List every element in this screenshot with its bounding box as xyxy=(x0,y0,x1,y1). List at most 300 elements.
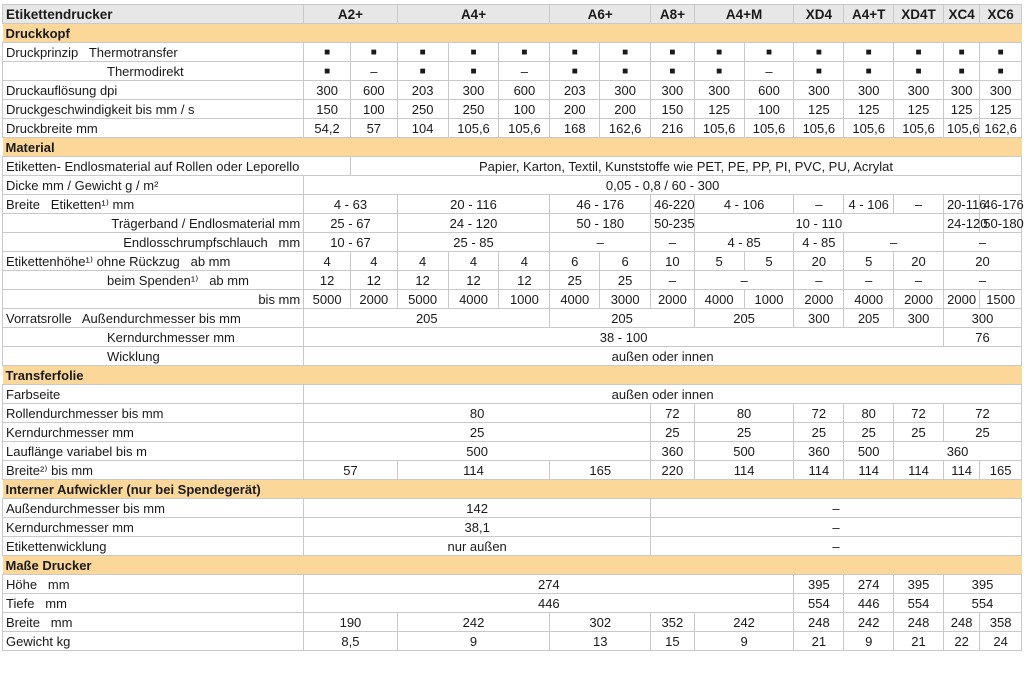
section-header xyxy=(3,480,1022,499)
value-cell: 4000 xyxy=(844,290,894,309)
value-cell: 274 xyxy=(844,575,894,594)
value-cell: 205 xyxy=(550,309,694,328)
value-cell: 100 xyxy=(744,100,794,119)
value-cell: 72 xyxy=(894,404,944,423)
section-header xyxy=(3,556,1022,575)
value-cell: 150 xyxy=(304,100,351,119)
value-cell: 114 xyxy=(397,461,550,480)
value-cell: 25 xyxy=(694,423,794,442)
value-cell: ■ xyxy=(794,62,844,81)
value-cell: 22 xyxy=(943,632,979,651)
value-cell: 4 xyxy=(350,252,397,271)
value-cell: – xyxy=(894,195,944,214)
value-cell: 300 xyxy=(651,81,695,100)
value-cell: 300 xyxy=(694,81,744,100)
row-label: Trägerband / Endlosmaterial mm xyxy=(3,214,304,233)
table-row xyxy=(3,290,1022,309)
row-label: Kerndurchmesser mm xyxy=(3,328,304,347)
value-cell: 203 xyxy=(550,81,600,100)
value-cell: 395 xyxy=(943,575,1021,594)
value-cell: 25 xyxy=(894,423,944,442)
value-cell: 242 xyxy=(397,613,550,632)
value-cell: 21 xyxy=(794,632,844,651)
value-cell: 248 xyxy=(894,613,944,632)
spec-table xyxy=(2,4,1022,651)
value-cell: 165 xyxy=(980,461,1022,480)
table-row xyxy=(3,309,1022,328)
row-label: Breite Etiketten¹⁾ mm xyxy=(3,195,304,214)
value-cell: ■ xyxy=(499,43,550,62)
value-cell: 5000 xyxy=(397,290,448,309)
value-cell: 2000 xyxy=(894,290,944,309)
value-cell: – xyxy=(943,233,1021,252)
value-cell: ■ xyxy=(894,62,944,81)
value-cell: – xyxy=(651,271,695,290)
value-cell: 125 xyxy=(794,100,844,119)
value-cell: 80 xyxy=(844,404,894,423)
value-cell: – xyxy=(651,499,1022,518)
value-cell: ■ xyxy=(550,62,600,81)
value-cell: – xyxy=(744,62,794,81)
value-cell: 300 xyxy=(894,309,944,328)
row-label: Lauflänge variabel bis m xyxy=(3,442,304,461)
value-cell: 190 xyxy=(304,613,397,632)
value-cell: 12 xyxy=(304,271,351,290)
section-header xyxy=(3,24,1022,43)
value-cell: 4 xyxy=(304,252,351,271)
section-title: Transferfolie xyxy=(3,366,1022,385)
value-cell: nur außen xyxy=(304,537,651,556)
value-cell: 4000 xyxy=(550,290,600,309)
value-cell: 360 xyxy=(894,442,1022,461)
table-row xyxy=(3,385,1022,404)
value-cell: ■ xyxy=(844,62,894,81)
value-cell: 100 xyxy=(499,100,550,119)
value-cell: 125 xyxy=(980,100,1022,119)
value-cell: 54,2 xyxy=(304,119,351,138)
value-cell: 50 - 180 xyxy=(550,214,651,233)
value-cell: 125 xyxy=(844,100,894,119)
row-label: Etiketten- Endlosmaterial auf Rollen oder Leporello xyxy=(3,157,351,176)
model-xc6: XC6 xyxy=(980,5,1022,24)
table-row xyxy=(3,328,1022,347)
model-xd4t: XD4T xyxy=(894,5,944,24)
table-row xyxy=(3,62,1022,81)
value-cell: 4 - 106 xyxy=(694,195,794,214)
value-cell: 105,6 xyxy=(744,119,794,138)
value-cell: 125 xyxy=(943,100,979,119)
table-row xyxy=(3,176,1022,195)
table-row xyxy=(3,594,1022,613)
value-cell: 5000 xyxy=(304,290,351,309)
value-cell: 300 xyxy=(794,309,844,328)
value-cell: 162,6 xyxy=(600,119,651,138)
value-cell: 242 xyxy=(844,613,894,632)
value-cell: 25 xyxy=(600,271,651,290)
value-cell: 25 xyxy=(943,423,1021,442)
value-cell: 600 xyxy=(499,81,550,100)
value-cell: 600 xyxy=(350,81,397,100)
value-cell: 24 xyxy=(980,632,1022,651)
row-label: Druckauflösung dpi xyxy=(3,81,304,100)
table-row xyxy=(3,575,1022,594)
value-cell: ■ xyxy=(694,43,744,62)
value-cell: ■ xyxy=(397,62,448,81)
value-cell: ■ xyxy=(943,43,979,62)
value-cell: 20 xyxy=(794,252,844,271)
value-cell: 395 xyxy=(894,575,944,594)
table-row xyxy=(3,214,1022,233)
value-cell: 220 xyxy=(651,461,695,480)
value-cell: 1500 xyxy=(980,290,1022,309)
value-cell: 446 xyxy=(844,594,894,613)
value-cell: außen oder innen xyxy=(304,385,1022,404)
value-cell: 360 xyxy=(651,442,695,461)
value-cell: 10 - 67 xyxy=(304,233,397,252)
table-row xyxy=(3,632,1022,651)
value-cell: – xyxy=(794,271,844,290)
value-cell: 205 xyxy=(304,309,550,328)
row-label: beim Spenden¹⁾ ab mm xyxy=(3,271,304,290)
value-cell: – xyxy=(350,62,397,81)
value-cell: ■ xyxy=(943,62,979,81)
model-a4plus-t: A4+T xyxy=(844,5,894,24)
value-cell: ■ xyxy=(550,43,600,62)
value-cell: 250 xyxy=(397,100,448,119)
value-cell: ■ xyxy=(304,43,351,62)
value-cell: 395 xyxy=(794,575,844,594)
value-cell: 248 xyxy=(794,613,844,632)
value-cell: 114 xyxy=(694,461,794,480)
row-label: Rollendurchmesser bis mm xyxy=(3,404,304,423)
value-cell: 4000 xyxy=(694,290,744,309)
value-cell: 300 xyxy=(980,81,1022,100)
section-title: Material xyxy=(3,138,1022,157)
row-label: Farbseite xyxy=(3,385,304,404)
model-xc4: XC4 xyxy=(943,5,979,24)
value-cell: 554 xyxy=(894,594,944,613)
value-cell: 446 xyxy=(304,594,794,613)
value-cell: 4 - 85 xyxy=(794,233,844,252)
row-label: Breite²⁾ bis mm xyxy=(3,461,304,480)
value-cell: ■ xyxy=(844,43,894,62)
row-label: Druckbreite mm xyxy=(3,119,304,138)
value-cell: 168 xyxy=(550,119,600,138)
value-cell: 13 xyxy=(550,632,651,651)
value-cell: 8,5 xyxy=(304,632,397,651)
value-cell: 5 xyxy=(844,252,894,271)
spec-body xyxy=(3,24,1022,651)
value-cell: 50-235 xyxy=(651,214,695,233)
value-cell: 500 xyxy=(304,442,651,461)
row-label: Wicklung xyxy=(3,347,304,366)
value-cell: 6 xyxy=(550,252,600,271)
value-cell: 105,6 xyxy=(943,119,979,138)
row-label: Druckprinzip Thermotransfer xyxy=(3,43,304,62)
value-cell: 205 xyxy=(694,309,794,328)
row-label: Kerndurchmesser mm xyxy=(3,518,304,537)
table-row xyxy=(3,518,1022,537)
table-row xyxy=(3,499,1022,518)
value-cell: 165 xyxy=(550,461,651,480)
value-cell: 114 xyxy=(794,461,844,480)
table-row xyxy=(3,119,1022,138)
value-cell: 25 - 67 xyxy=(304,214,397,233)
value-cell: 12 xyxy=(499,271,550,290)
value-cell: 554 xyxy=(794,594,844,613)
value-cell: 72 xyxy=(794,404,844,423)
value-cell: 105,6 xyxy=(448,119,499,138)
value-cell: 4 - 85 xyxy=(694,233,794,252)
value-cell: 300 xyxy=(794,81,844,100)
table-row xyxy=(3,100,1022,119)
section-title: Druckkopf xyxy=(3,24,1022,43)
value-cell: 6 xyxy=(600,252,651,271)
value-cell: 150 xyxy=(651,100,695,119)
table-row xyxy=(3,157,1022,176)
value-cell: 9 xyxy=(694,632,794,651)
value-cell: 38,1 xyxy=(304,518,651,537)
value-cell: 274 xyxy=(304,575,794,594)
row-label: Etikettenwicklung xyxy=(3,537,304,556)
value-cell: – xyxy=(894,271,944,290)
value-cell: 300 xyxy=(894,81,944,100)
value-cell: 352 xyxy=(651,613,695,632)
value-cell: 24 - 120 xyxy=(397,214,550,233)
value-cell: 600 xyxy=(744,81,794,100)
value-cell: 50-180 xyxy=(980,214,1022,233)
table-row xyxy=(3,347,1022,366)
value-cell: 2000 xyxy=(651,290,695,309)
value-cell: ■ xyxy=(651,62,695,81)
table-row xyxy=(3,613,1022,632)
value-cell: 4 xyxy=(448,252,499,271)
value-cell: – xyxy=(694,271,794,290)
value-cell: 5 xyxy=(694,252,744,271)
table-title: Etikettendrucker xyxy=(3,5,304,24)
value-cell: 25 xyxy=(550,271,600,290)
value-cell: 20 - 116 xyxy=(397,195,550,214)
row-label: Breite mm xyxy=(3,613,304,632)
model-a8plus: A8+ xyxy=(651,5,695,24)
value-cell: 80 xyxy=(304,404,651,423)
value-cell: 104 xyxy=(397,119,448,138)
value-cell: ■ xyxy=(397,43,448,62)
table-row xyxy=(3,442,1022,461)
value-cell: 300 xyxy=(943,309,1021,328)
value-cell: – xyxy=(651,233,695,252)
value-cell: 12 xyxy=(350,271,397,290)
value-cell: ■ xyxy=(448,62,499,81)
value-cell: 4 xyxy=(499,252,550,271)
value-cell: 25 xyxy=(304,423,651,442)
value-cell: 554 xyxy=(943,594,1021,613)
value-cell: 125 xyxy=(894,100,944,119)
model-a2plus: A2+ xyxy=(304,5,397,24)
value-cell: 57 xyxy=(304,461,397,480)
value-cell: 105,6 xyxy=(694,119,744,138)
model-a4plus-m: A4+M xyxy=(694,5,794,24)
value-cell: ■ xyxy=(350,43,397,62)
value-cell: 25 - 85 xyxy=(397,233,550,252)
value-cell: 5 xyxy=(744,252,794,271)
table-row xyxy=(3,404,1022,423)
value-cell: 10 xyxy=(651,252,695,271)
value-cell: 302 xyxy=(550,613,651,632)
value-cell: ■ xyxy=(600,62,651,81)
table-row xyxy=(3,43,1022,62)
value-cell: 114 xyxy=(844,461,894,480)
value-cell: 46-220 xyxy=(651,195,695,214)
row-label: Etikettenhöhe¹⁾ ohne Rückzug ab mm xyxy=(3,252,304,271)
value-cell: 20 xyxy=(894,252,944,271)
value-cell: 100 xyxy=(350,100,397,119)
row-label: Dicke mm / Gewicht g / m² xyxy=(3,176,304,195)
value-cell: 300 xyxy=(844,81,894,100)
value-cell: 4 xyxy=(397,252,448,271)
value-cell: – xyxy=(844,271,894,290)
value-cell: 242 xyxy=(694,613,794,632)
value-cell: ■ xyxy=(448,43,499,62)
value-cell: 200 xyxy=(550,100,600,119)
value-cell: 21 xyxy=(894,632,944,651)
value-cell: 105,6 xyxy=(499,119,550,138)
value-cell: ■ xyxy=(894,43,944,62)
row-label: Vorratsrolle Außendurchmesser bis mm xyxy=(3,309,304,328)
value-cell: 114 xyxy=(943,461,979,480)
value-cell: 4000 xyxy=(448,290,499,309)
value-cell: ■ xyxy=(600,43,651,62)
table-row xyxy=(3,81,1022,100)
value-cell: 205 xyxy=(844,309,894,328)
row-label: Druckgeschwindigkeit bis mm / s xyxy=(3,100,304,119)
value-cell: – xyxy=(550,233,651,252)
row-label: Höhe mm xyxy=(3,575,304,594)
value-cell: Papier, Karton, Textil, Kunststoffe wie PET, PE, PP, PI, PVC, PU, Acrylat xyxy=(350,157,1021,176)
value-cell: 9 xyxy=(397,632,550,651)
value-cell: 12 xyxy=(448,271,499,290)
value-cell: 358 xyxy=(980,613,1022,632)
value-cell: 46-176 xyxy=(980,195,1022,214)
value-cell: 57 xyxy=(350,119,397,138)
value-cell: 142 xyxy=(304,499,651,518)
row-label: Gewicht kg xyxy=(3,632,304,651)
row-label: Endlosschrumpfschlauch mm xyxy=(3,233,304,252)
value-cell: 248 xyxy=(943,613,979,632)
table-row xyxy=(3,252,1022,271)
value-cell: 360 xyxy=(794,442,844,461)
value-cell: 500 xyxy=(844,442,894,461)
value-cell: 76 xyxy=(943,328,1021,347)
value-cell: 105,6 xyxy=(894,119,944,138)
value-cell: 1000 xyxy=(744,290,794,309)
row-label: Kerndurchmesser mm xyxy=(3,423,304,442)
value-cell: 80 xyxy=(694,404,794,423)
section-title: Maße Drucker xyxy=(3,556,1022,575)
value-cell: 15 xyxy=(651,632,695,651)
value-cell: 25 xyxy=(844,423,894,442)
value-cell: 72 xyxy=(651,404,695,423)
value-cell: 2000 xyxy=(350,290,397,309)
value-cell: 162,6 xyxy=(980,119,1022,138)
value-cell: 9 xyxy=(844,632,894,651)
section-header xyxy=(3,138,1022,157)
table-row xyxy=(3,233,1022,252)
value-cell: ■ xyxy=(651,43,695,62)
value-cell: 300 xyxy=(600,81,651,100)
model-xd4: XD4 xyxy=(794,5,844,24)
value-cell: 12 xyxy=(397,271,448,290)
value-cell: 24-120 xyxy=(943,214,979,233)
value-cell: 200 xyxy=(600,100,651,119)
value-cell: 20-116 xyxy=(943,195,979,214)
value-cell: 216 xyxy=(651,119,695,138)
value-cell: 1000 xyxy=(499,290,550,309)
value-cell: – xyxy=(651,537,1022,556)
value-cell: – xyxy=(794,195,844,214)
value-cell: 2000 xyxy=(794,290,844,309)
value-cell: 250 xyxy=(448,100,499,119)
value-cell: 4 - 106 xyxy=(844,195,894,214)
table-row xyxy=(3,195,1022,214)
value-cell: ■ xyxy=(980,43,1022,62)
model-a4plus: A4+ xyxy=(397,5,550,24)
value-cell: – xyxy=(499,62,550,81)
header-row xyxy=(3,5,1022,24)
table-row xyxy=(3,423,1022,442)
table-row xyxy=(3,271,1022,290)
value-cell: ■ xyxy=(794,43,844,62)
value-cell: 125 xyxy=(694,100,744,119)
row-label: bis mm xyxy=(3,290,304,309)
value-cell: 300 xyxy=(304,81,351,100)
value-cell: 3000 xyxy=(600,290,651,309)
row-label: Tiefe mm xyxy=(3,594,304,613)
value-cell: 0,05 - 0,8 / 60 - 300 xyxy=(304,176,1022,195)
value-cell: ■ xyxy=(304,62,351,81)
value-cell: – xyxy=(844,233,944,252)
value-cell: 25 xyxy=(651,423,695,442)
value-cell: 105,6 xyxy=(844,119,894,138)
value-cell: 38 - 100 xyxy=(304,328,944,347)
value-cell: 114 xyxy=(894,461,944,480)
value-cell: ■ xyxy=(694,62,744,81)
value-cell: 46 - 176 xyxy=(550,195,651,214)
table-row xyxy=(3,537,1022,556)
value-cell: 500 xyxy=(694,442,794,461)
value-cell: 203 xyxy=(397,81,448,100)
value-cell: 300 xyxy=(448,81,499,100)
table-row xyxy=(3,461,1022,480)
value-cell: 25 xyxy=(794,423,844,442)
value-cell: 72 xyxy=(943,404,1021,423)
row-label: Außendurchmesser bis mm xyxy=(3,499,304,518)
section-header xyxy=(3,366,1022,385)
value-cell: – xyxy=(943,271,1021,290)
value-cell: 300 xyxy=(943,81,979,100)
row-label: Thermodirekt xyxy=(3,62,304,81)
value-cell: 4 - 63 xyxy=(304,195,397,214)
value-cell: – xyxy=(651,518,1022,537)
value-cell: ■ xyxy=(744,43,794,62)
value-cell: 2000 xyxy=(943,290,979,309)
value-cell: 10 - 110 xyxy=(694,214,943,233)
section-title: Interner Aufwickler (nur bei Spendegerät) xyxy=(3,480,1022,499)
value-cell: ■ xyxy=(980,62,1022,81)
model-a6plus: A6+ xyxy=(550,5,651,24)
value-cell: 20 xyxy=(943,252,1021,271)
value-cell: 105,6 xyxy=(794,119,844,138)
